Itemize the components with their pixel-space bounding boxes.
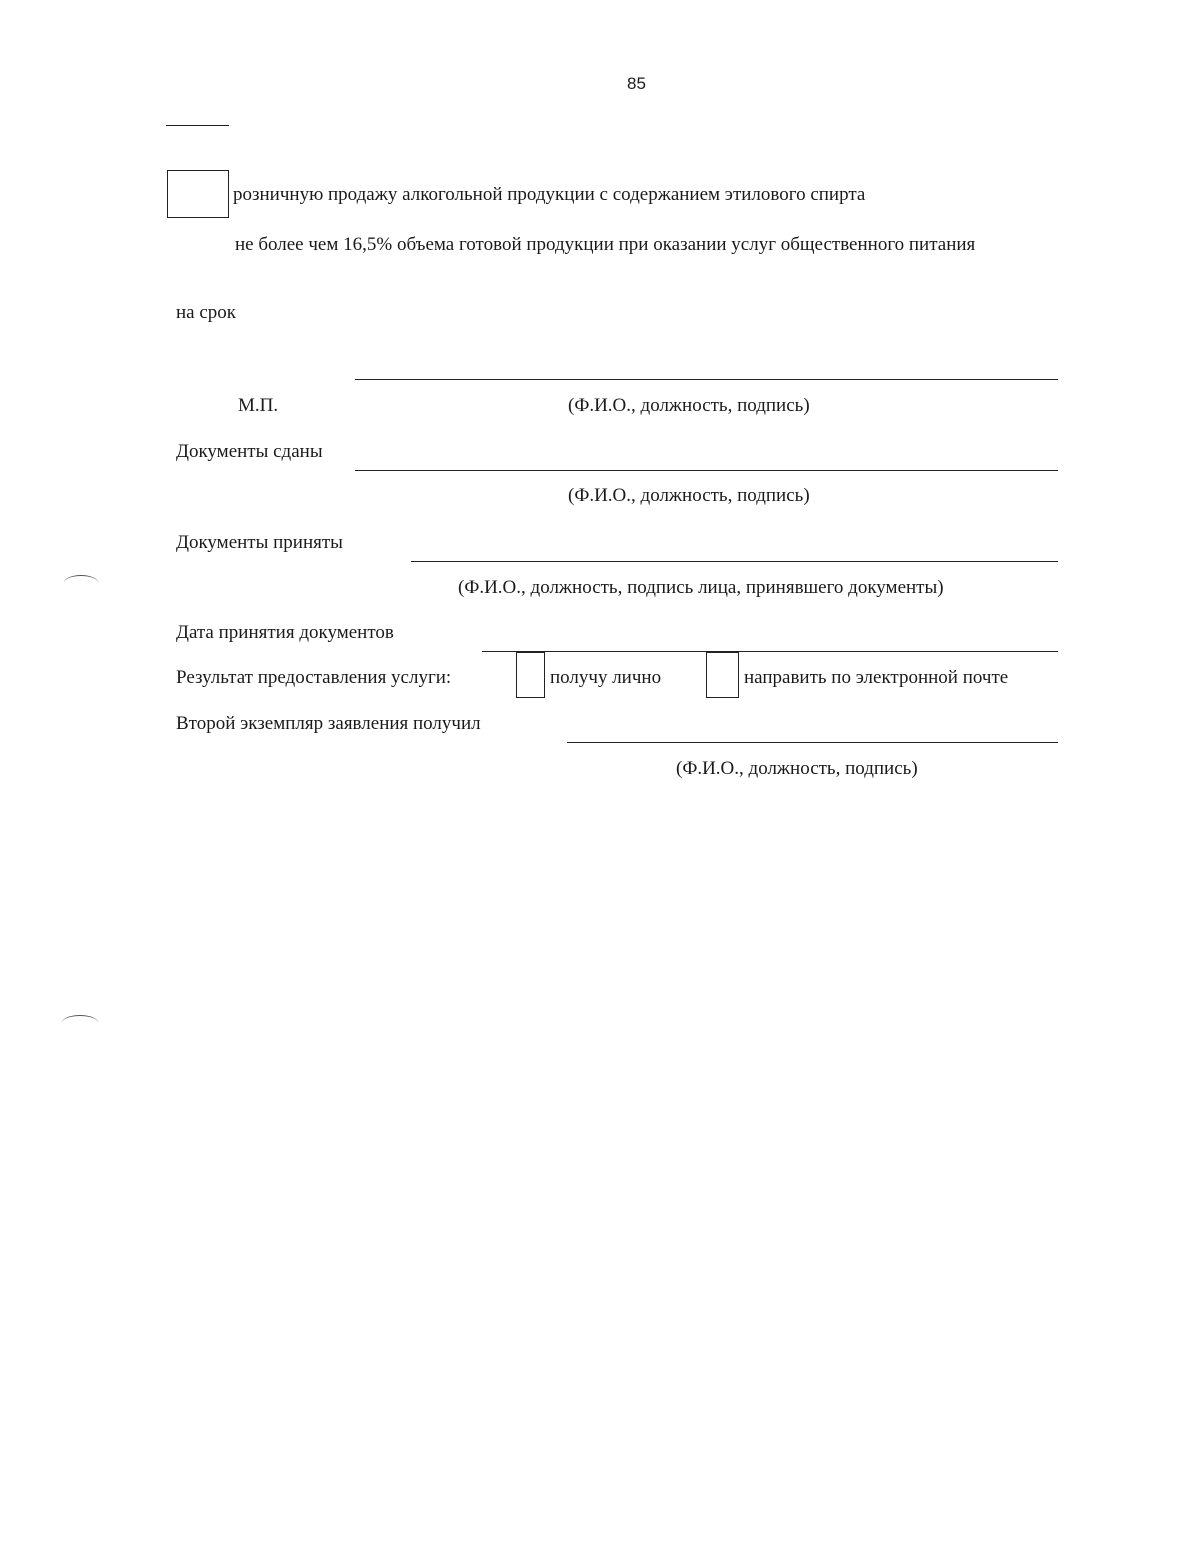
- acceptance-date-line[interactable]: [482, 651, 1058, 652]
- signature-line-accepted[interactable]: [411, 561, 1058, 562]
- submitted-signature-caption: (Ф.И.О., должность, подпись): [568, 485, 810, 506]
- second-copy-label: Второй экземпляр заявления получил: [176, 713, 481, 734]
- footnote-rule: [166, 125, 229, 126]
- personal-pickup-checkbox[interactable]: [516, 652, 545, 698]
- alcohol-option-line1: розничную продажу алкогольной продукции с содержанием этилового спирта: [233, 184, 866, 205]
- stamp-label: М.П.: [238, 395, 279, 416]
- second-copy-signature-caption: (Ф.И.О., должность, подпись): [676, 758, 918, 779]
- email-delivery-label: направить по электронной почте: [744, 667, 1009, 688]
- service-result-label: Результат предоставления услуги:: [176, 667, 452, 688]
- acceptance-date-label: Дата принятия документов: [176, 622, 394, 643]
- signature-line-second-copy[interactable]: [567, 742, 1058, 743]
- term-label: на срок: [176, 302, 237, 323]
- documents-accepted-label: Документы приняты: [176, 532, 343, 553]
- accepted-signature-caption: (Ф.И.О., должность, подпись лица, принявшего документы): [458, 577, 944, 598]
- signature-line-applicant[interactable]: [355, 379, 1058, 380]
- email-delivery-checkbox[interactable]: [706, 652, 739, 698]
- page-number: 85: [627, 74, 646, 93]
- alcohol-option-checkbox[interactable]: [167, 170, 229, 218]
- alcohol-option-line2: не более чем 16,5% объема готовой продукции при оказании услуг общественного питания: [235, 234, 976, 255]
- personal-pickup-label: получу лично: [550, 667, 662, 688]
- applicant-signature-caption: (Ф.И.О., должность, подпись): [568, 395, 810, 416]
- documents-submitted-label: Документы сданы: [176, 441, 323, 462]
- scan-mark: [64, 575, 98, 590]
- scan-mark: [62, 1015, 98, 1030]
- signature-line-submitted[interactable]: [355, 470, 1058, 471]
